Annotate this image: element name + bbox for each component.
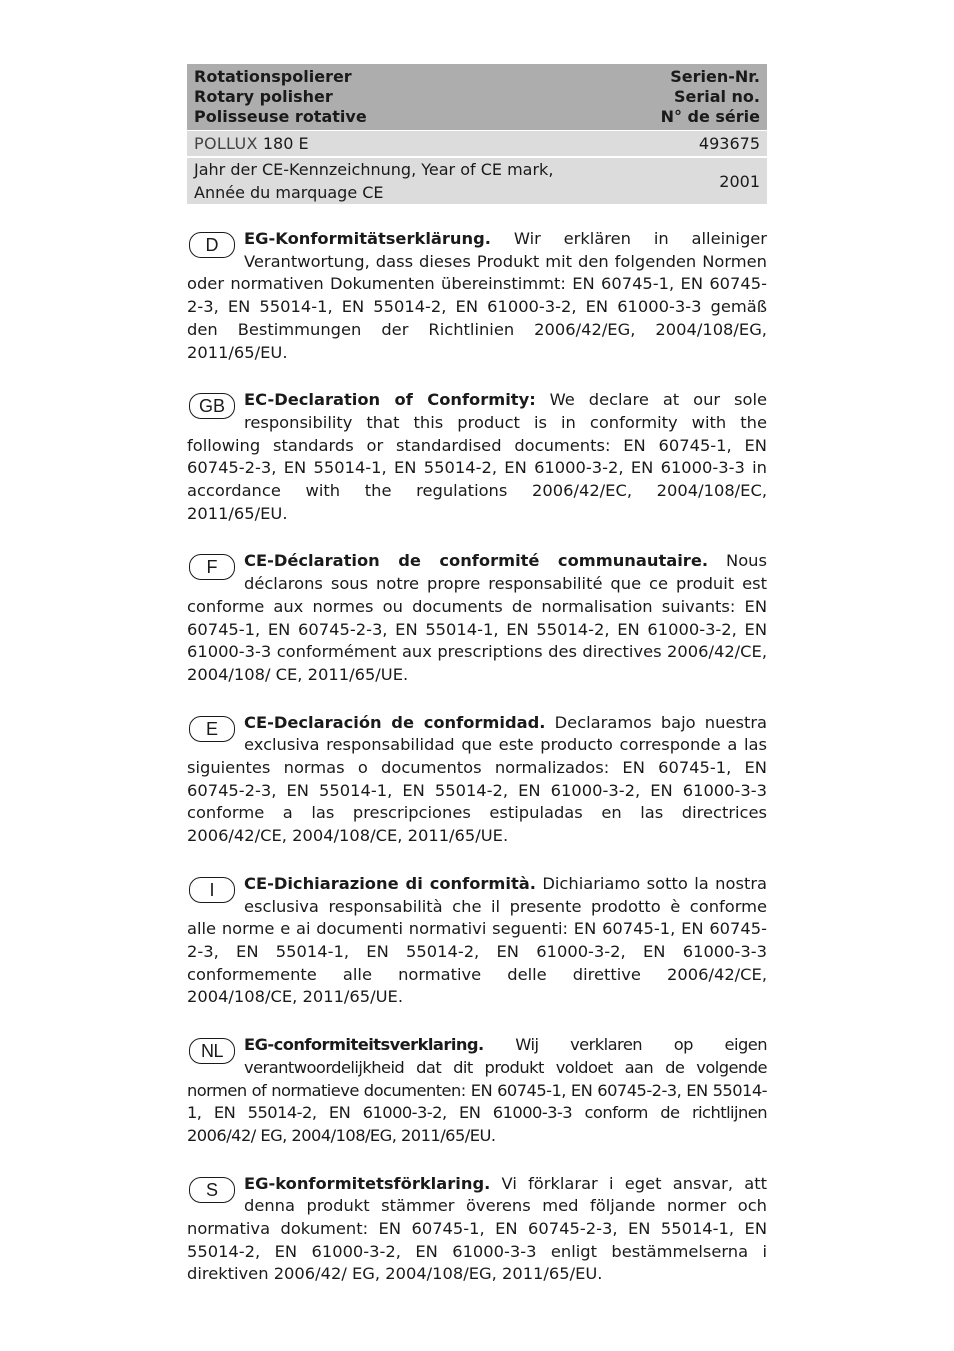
declaration-text: Wij verklaren op eigen verantwoordelijkheid dat dit produkt voldoet aan de volgende normen of normatieve documenten: EN 60745-1, EN 60745-2-3, EN 55014-1, EN 55014-2, EN 61000-3-2, EN 61000-3-3 conform de richtlijnen 2006/42/ EG, 2004/108/EG, 2011/65/EU. (187, 1035, 767, 1145)
language-badge-f: F (189, 554, 235, 580)
ce-label-line2: Année du marquage CE (194, 183, 384, 202)
declaration-title: EG-konformitetsförklaring. (244, 1173, 491, 1193)
declaration-text: Nous déclarons sous notre propre responsabilité que ce produit est conforme aux normes ou documents de normalisation suivants: EN 60745-1, EN 60745-2-3, EN 55014-1, EN 55014-2, EN 61000-3-2, EN 61000-3-3 conformément aux prescriptions des directives 2006/42/CE, 2004/108/ CE, 2011/65/UE. (187, 551, 767, 684)
declaration-i (187, 873, 767, 1009)
header-right-en: Serial no. (673, 87, 760, 106)
header-right-de: Serien-Nr. (670, 67, 760, 86)
declaration-title: EG-Konformitätserklärung. (244, 229, 491, 248)
ce-label-line1: Jahr der CE-Kennzeichnung, Year of CE mark, (194, 160, 554, 179)
table-row (187, 157, 767, 204)
product-info-table (187, 64, 767, 204)
declaration-title: EC-Declaration of Conformity: (244, 390, 536, 410)
declaration-text: Declaramos bajo nuestra exclusiva responsabilidad que este producto corresponde a las siguientes normas o documentos normalizados: EN 60745-1, EN 60745-2-3, EN 55014-1, EN 55014-2, EN 61000-3-2, EN 61000-3-3 conforme a las prescripciones estipuladas en las directrices 2006/42/CE, 2004/108/CE, 2011/65/UE. (187, 712, 767, 846)
language-badge-s: S (189, 1177, 235, 1203)
header-right-fr: N° de série (660, 107, 760, 126)
declaration-text: Vi förklarar i eget ansvar, att denna produkt stämmer överens med följande normer och normativa dokument: EN 60745-1, EN 60745-2-3, EN 55014-1, EN 55014-2, EN 61000-3-2, EN 61000-3-3 enligt bestämmelserna i direktiven 2006/42/ EG, 2004/108/EG, 2011/65/EU. (187, 1173, 767, 1284)
header-product-type (187, 64, 632, 131)
declaration-title: CE-Declaración de conformidad. (244, 712, 546, 732)
product-model: 180 E (262, 134, 309, 153)
declaration-title: CE-Déclaration de conformité communautaire. (244, 551, 709, 571)
table-row (187, 131, 767, 158)
table-header-row (187, 64, 767, 131)
product-brand: POLLUX (194, 134, 258, 153)
product-name-cell (187, 131, 632, 158)
declaration-text: Wir erklären in alleiniger Verantwortung, dass dieses Produkt mit den folgenden Normen oder normativen Dokumenten übereinstimmt: EN 60745-1, EN 60745-2-3, EN 55014-1, EN 55014-2, EN 61000-3-2, EN 61000-3-3 gemäß den Bestimmungen der Richtlinien 2006/42/EG, 2004/108/EG, 2011/65/EU. (187, 229, 767, 362)
header-left-fr: Polisseuse rotative (194, 107, 367, 126)
declaration-f (187, 550, 767, 686)
declaration-e (187, 712, 767, 848)
declaration-title: CE-Dichiarazione di conformità. (244, 873, 536, 893)
declaration-s (187, 1173, 767, 1287)
header-left-en: Rotary polisher (194, 87, 333, 106)
declaration-de (187, 228, 767, 364)
declaration-nl (187, 1034, 767, 1148)
ce-mark-year: 2001 (632, 157, 767, 204)
language-badge-e: E (189, 716, 235, 742)
serial-number: 493675 (632, 131, 767, 158)
declaration-title: EG-conformiteitsverklaring. (244, 1035, 484, 1055)
declaration-text: We declare at our sole responsibility that this product is in conformity with the following standards or standardised documents: EN 60745-1, EN 60745-2-3, EN 55014-1, EN 55014-2, EN 61000-3-2, EN 61000-3-3 in accordance with the regulations 2006/42/EC, 2004/108/EC, 2011/65/EU. (187, 390, 767, 523)
ce-mark-label (187, 157, 632, 204)
language-badge-gb: GB (189, 393, 235, 419)
header-serial (632, 64, 767, 131)
header-left-de: Rotationspolierer (194, 67, 352, 86)
declaration-page (187, 64, 767, 1286)
declaration-gb (187, 389, 767, 525)
language-badge-de: D (189, 232, 235, 258)
language-badge-nl: NL (189, 1038, 235, 1064)
declaration-text: Dichiariamo sotto la nostra esclusiva responsabilità che il presente prodotto è conforme alle norme e ai documenti normativi seguenti: EN 60745-1, EN 60745-2-3, EN 55014-1, EN 55014-2, EN 61000-3-2, EN 61000-3-3 conformemente alle normative delle direttive 2006/42/CE, 2004/108/CE, 2011/65/UE. (187, 873, 767, 1007)
language-badge-i: I (189, 877, 235, 903)
